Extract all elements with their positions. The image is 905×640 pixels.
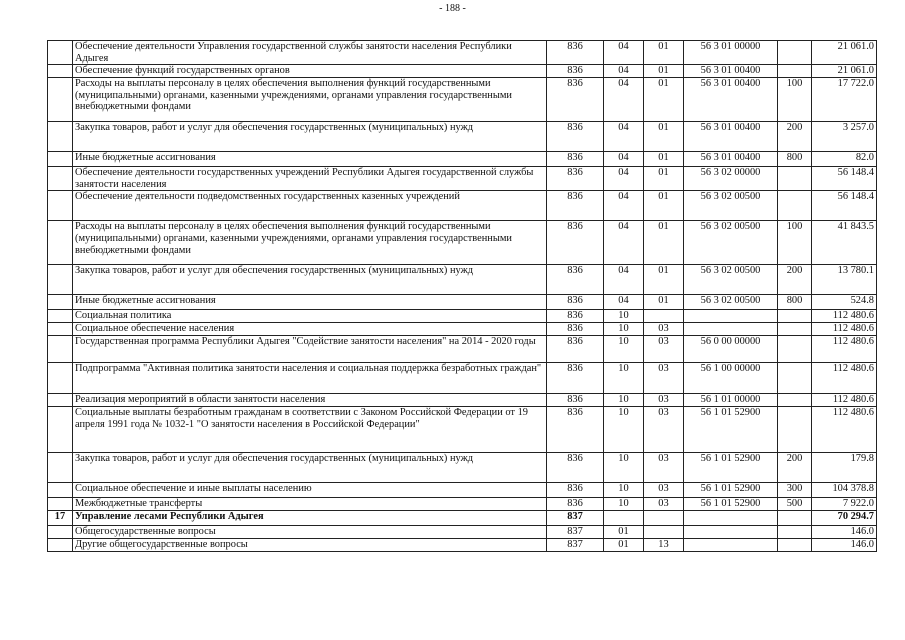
subsection-code: 01 bbox=[644, 167, 684, 191]
table-row bbox=[48, 538, 877, 551]
row-number bbox=[48, 221, 73, 265]
row-name: Социальное обеспечение и иные выплаты населению bbox=[73, 482, 547, 497]
row-name: Расходы на выплаты персоналу в целях обеспечения выполнения функций государственными (муниципальными) органами, казенными учреждениями, органами управления государственными внебюджетными фондами bbox=[73, 78, 547, 122]
target-article-code bbox=[684, 525, 778, 538]
table-row bbox=[48, 167, 877, 191]
row-name: Обеспечение деятельности государственных учреждений Республики Адыгея государственной службы занятости населения bbox=[73, 167, 547, 191]
section-code: 04 bbox=[604, 167, 644, 191]
subsection-code bbox=[644, 510, 684, 525]
amount: 56 148.4 bbox=[812, 167, 877, 191]
budget-table bbox=[47, 40, 877, 552]
expense-type-code bbox=[778, 510, 812, 525]
amount: 112 480.6 bbox=[812, 322, 877, 335]
amount: 524.8 bbox=[812, 295, 877, 310]
table-row bbox=[48, 191, 877, 221]
amount: 112 480.6 bbox=[812, 393, 877, 406]
expense-type-code bbox=[778, 335, 812, 362]
subsection-code: 03 bbox=[644, 393, 684, 406]
row-number bbox=[48, 525, 73, 538]
amount: 179.8 bbox=[812, 452, 877, 482]
subsection-code: 03 bbox=[644, 482, 684, 497]
section-code: 04 bbox=[604, 122, 644, 152]
expense-type-code: 200 bbox=[778, 452, 812, 482]
target-article-code bbox=[684, 510, 778, 525]
expense-type-code: 500 bbox=[778, 497, 812, 510]
row-name: Иные бюджетные ассигнования bbox=[73, 152, 547, 167]
row-name: Социальное обеспечение населения bbox=[73, 322, 547, 335]
subsection-code: 01 bbox=[644, 78, 684, 122]
subsection-code bbox=[644, 525, 684, 538]
section-code: 04 bbox=[604, 152, 644, 167]
amount: 56 148.4 bbox=[812, 191, 877, 221]
ministry-code: 836 bbox=[547, 310, 604, 323]
subsection-code: 03 bbox=[644, 452, 684, 482]
table-row bbox=[48, 322, 877, 335]
ministry-code: 836 bbox=[547, 191, 604, 221]
ministry-code: 836 bbox=[547, 221, 604, 265]
ministry-code: 836 bbox=[547, 452, 604, 482]
row-name: Иные бюджетные ассигнования bbox=[73, 295, 547, 310]
subsection-code: 01 bbox=[644, 191, 684, 221]
table-row bbox=[48, 295, 877, 310]
row-number bbox=[48, 406, 73, 452]
subsection-code: 01 bbox=[644, 122, 684, 152]
ministry-code: 837 bbox=[547, 510, 604, 525]
subsection-code: 01 bbox=[644, 221, 684, 265]
expense-type-code bbox=[778, 322, 812, 335]
expense-type-code bbox=[778, 41, 812, 65]
row-name: Управление лесами Республики Адыгея bbox=[73, 510, 547, 525]
row-number bbox=[48, 295, 73, 310]
ministry-code: 836 bbox=[547, 362, 604, 393]
subsection-code: 03 bbox=[644, 322, 684, 335]
subsection-code: 03 bbox=[644, 406, 684, 452]
row-name: Государственная программа Республики Адыгея "Содействие занятости населения" на 2014 - 2020 годы bbox=[73, 335, 547, 362]
subsection-code: 13 bbox=[644, 538, 684, 551]
row-number bbox=[48, 152, 73, 167]
subsection-code bbox=[644, 310, 684, 323]
table-row bbox=[48, 406, 877, 452]
row-number bbox=[48, 362, 73, 393]
table-row bbox=[48, 525, 877, 538]
target-article-code bbox=[684, 322, 778, 335]
ministry-code: 836 bbox=[547, 78, 604, 122]
expense-type-code: 800 bbox=[778, 295, 812, 310]
target-article-code: 56 3 01 00400 bbox=[684, 152, 778, 167]
table-row bbox=[48, 362, 877, 393]
subsection-code: 01 bbox=[644, 41, 684, 65]
subsection-code: 03 bbox=[644, 362, 684, 393]
table-row bbox=[48, 41, 877, 65]
target-article-code: 56 1 01 52900 bbox=[684, 482, 778, 497]
ministry-code: 836 bbox=[547, 41, 604, 65]
row-name: Социальные выплаты безработным гражданам в соответствии с Законом Российской Федерации от 19 апреля 1991 года № 1032-1 "О занятости населения в Российской Федерации" bbox=[73, 406, 547, 452]
amount: 112 480.6 bbox=[812, 406, 877, 452]
table-row bbox=[48, 335, 877, 362]
row-number bbox=[48, 393, 73, 406]
row-name: Другие общегосударственные вопросы bbox=[73, 538, 547, 551]
section-code: 10 bbox=[604, 452, 644, 482]
table-body bbox=[48, 41, 877, 552]
section-code: 10 bbox=[604, 497, 644, 510]
target-article-code: 56 1 00 00000 bbox=[684, 362, 778, 393]
row-name: Расходы на выплаты персоналу в целях обеспечения выполнения функций государственными (муниципальными) органами, казенными учреждениями, органами управления государственными внебюджетными фондами bbox=[73, 221, 547, 265]
expense-type-code bbox=[778, 393, 812, 406]
section-code: 10 bbox=[604, 310, 644, 323]
target-article-code: 56 3 02 00500 bbox=[684, 221, 778, 265]
target-article-code: 56 3 02 00500 bbox=[684, 265, 778, 295]
expense-type-code: 200 bbox=[778, 265, 812, 295]
subsection-code: 03 bbox=[644, 335, 684, 362]
amount: 112 480.6 bbox=[812, 335, 877, 362]
row-name: Закупка товаров, работ и услуг для обеспечения государственных (муниципальных) нужд bbox=[73, 265, 547, 295]
amount: 21 061.0 bbox=[812, 41, 877, 65]
expense-type-code: 300 bbox=[778, 482, 812, 497]
table-row bbox=[48, 122, 877, 152]
target-article-code: 56 1 01 00000 bbox=[684, 393, 778, 406]
subsection-code: 01 bbox=[644, 152, 684, 167]
row-name: Закупка товаров, работ и услуг для обеспечения государственных (муниципальных) нужд bbox=[73, 122, 547, 152]
expense-type-code bbox=[778, 406, 812, 452]
amount: 70 294.7 bbox=[812, 510, 877, 525]
amount: 104 378.8 bbox=[812, 482, 877, 497]
section-code: 01 bbox=[604, 538, 644, 551]
subsection-code: 01 bbox=[644, 65, 684, 78]
section-code: 04 bbox=[604, 41, 644, 65]
section-code: 04 bbox=[604, 78, 644, 122]
ministry-code: 836 bbox=[547, 265, 604, 295]
expense-type-code bbox=[778, 310, 812, 323]
target-article-code: 56 3 01 00400 bbox=[684, 122, 778, 152]
amount: 3 257.0 bbox=[812, 122, 877, 152]
row-number bbox=[48, 191, 73, 221]
amount: 112 480.6 bbox=[812, 310, 877, 323]
ministry-code: 836 bbox=[547, 122, 604, 152]
section-code: 04 bbox=[604, 295, 644, 310]
target-article-code: 56 3 02 00500 bbox=[684, 295, 778, 310]
row-name: Социальная политика bbox=[73, 310, 547, 323]
ministry-code: 836 bbox=[547, 65, 604, 78]
expense-type-code bbox=[778, 362, 812, 393]
target-article-code: 56 1 01 52900 bbox=[684, 406, 778, 452]
expense-type-code: 100 bbox=[778, 221, 812, 265]
row-number bbox=[48, 167, 73, 191]
row-name: Обеспечение деятельности подведомственных государственных казенных учреждений bbox=[73, 191, 547, 221]
page-number: - 188 - bbox=[439, 3, 466, 14]
row-number bbox=[48, 538, 73, 551]
row-number bbox=[48, 65, 73, 78]
section-code: 04 bbox=[604, 65, 644, 78]
target-article-code: 56 3 02 00000 bbox=[684, 167, 778, 191]
row-name: Реализация мероприятий в области занятости населения bbox=[73, 393, 547, 406]
ministry-code: 836 bbox=[547, 393, 604, 406]
table-row bbox=[48, 152, 877, 167]
expense-type-code: 800 bbox=[778, 152, 812, 167]
section-code: 10 bbox=[604, 482, 644, 497]
target-article-code bbox=[684, 310, 778, 323]
expense-type-code bbox=[778, 167, 812, 191]
ministry-code: 836 bbox=[547, 152, 604, 167]
table-row bbox=[48, 497, 877, 510]
section-code: 04 bbox=[604, 191, 644, 221]
ministry-code: 837 bbox=[547, 538, 604, 551]
ministry-code: 836 bbox=[547, 322, 604, 335]
ministry-code: 837 bbox=[547, 525, 604, 538]
row-number bbox=[48, 310, 73, 323]
row-number: 17 bbox=[48, 510, 73, 525]
subsection-code: 01 bbox=[644, 265, 684, 295]
table-row bbox=[48, 452, 877, 482]
amount: 13 780.1 bbox=[812, 265, 877, 295]
section-code: 10 bbox=[604, 362, 644, 393]
target-article-code: 56 1 01 52900 bbox=[684, 452, 778, 482]
row-name: Общегосударственные вопросы bbox=[73, 525, 547, 538]
amount: 146.0 bbox=[812, 538, 877, 551]
row-number bbox=[48, 497, 73, 510]
target-article-code bbox=[684, 538, 778, 551]
ministry-code: 836 bbox=[547, 406, 604, 452]
ministry-code: 836 bbox=[547, 497, 604, 510]
row-number bbox=[48, 335, 73, 362]
row-number bbox=[48, 482, 73, 497]
amount: 41 843.5 bbox=[812, 221, 877, 265]
section-code: 10 bbox=[604, 393, 644, 406]
table-row bbox=[48, 482, 877, 497]
target-article-code: 56 3 01 00000 bbox=[684, 41, 778, 65]
row-name: Обеспечение функций государственных органов bbox=[73, 65, 547, 78]
row-number bbox=[48, 322, 73, 335]
section-code: 10 bbox=[604, 406, 644, 452]
target-article-code: 56 3 02 00500 bbox=[684, 191, 778, 221]
row-number bbox=[48, 265, 73, 295]
table-row bbox=[48, 78, 877, 122]
target-article-code: 56 3 01 00400 bbox=[684, 65, 778, 78]
expense-type-code bbox=[778, 191, 812, 221]
table-row bbox=[48, 510, 877, 525]
row-name: Межбюджетные трансферты bbox=[73, 497, 547, 510]
amount: 112 480.6 bbox=[812, 362, 877, 393]
section-code: 10 bbox=[604, 335, 644, 362]
row-number bbox=[48, 41, 73, 65]
row-name: Обеспечение деятельности Управления государственной службы занятости населения Республики Адыгея bbox=[73, 41, 547, 65]
table-row bbox=[48, 310, 877, 323]
amount: 146.0 bbox=[812, 525, 877, 538]
subsection-code: 03 bbox=[644, 497, 684, 510]
section-code: 10 bbox=[604, 322, 644, 335]
table-row bbox=[48, 65, 877, 78]
amount: 21 061.0 bbox=[812, 65, 877, 78]
amount: 82.0 bbox=[812, 152, 877, 167]
table-row bbox=[48, 393, 877, 406]
section-code: 04 bbox=[604, 221, 644, 265]
target-article-code: 56 3 01 00400 bbox=[684, 78, 778, 122]
section-code: 04 bbox=[604, 265, 644, 295]
row-name: Закупка товаров, работ и услуг для обеспечения государственных (муниципальных) нужд bbox=[73, 452, 547, 482]
ministry-code: 836 bbox=[547, 335, 604, 362]
ministry-code: 836 bbox=[547, 295, 604, 310]
row-number bbox=[48, 452, 73, 482]
ministry-code: 836 bbox=[547, 482, 604, 497]
ministry-code: 836 bbox=[547, 167, 604, 191]
target-article-code: 56 0 00 00000 bbox=[684, 335, 778, 362]
expense-type-code: 100 bbox=[778, 78, 812, 122]
expense-type-code: 200 bbox=[778, 122, 812, 152]
row-number bbox=[48, 78, 73, 122]
section-code: 01 bbox=[604, 525, 644, 538]
expense-type-code bbox=[778, 65, 812, 78]
amount: 7 922.0 bbox=[812, 497, 877, 510]
section-code bbox=[604, 510, 644, 525]
expense-type-code bbox=[778, 525, 812, 538]
expense-type-code bbox=[778, 538, 812, 551]
table-row bbox=[48, 265, 877, 295]
subsection-code: 01 bbox=[644, 295, 684, 310]
amount: 17 722.0 bbox=[812, 78, 877, 122]
row-number bbox=[48, 122, 73, 152]
target-article-code: 56 1 01 52900 bbox=[684, 497, 778, 510]
row-name: Подпрограмма "Активная политика занятости населения и социальная поддержка безработных граждан" bbox=[73, 362, 547, 393]
table-row bbox=[48, 221, 877, 265]
